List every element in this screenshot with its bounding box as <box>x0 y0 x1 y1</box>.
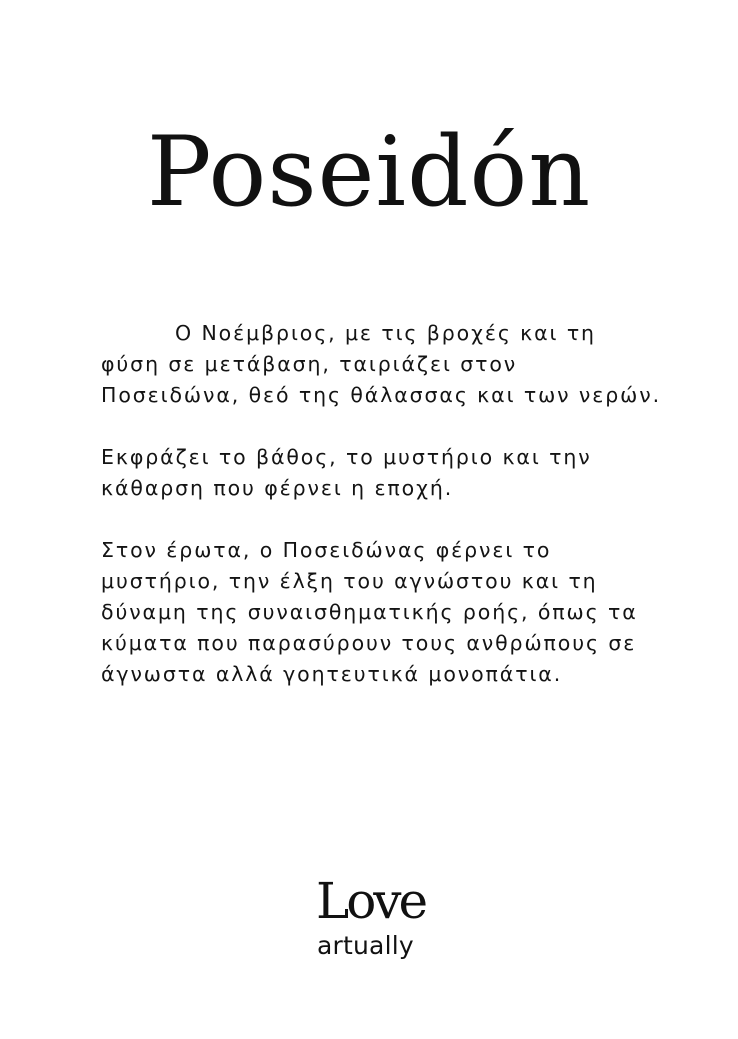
paragraph-love: Στον έρωτα, ο Ποσειδώνας φέρνει το μυστήριο, την έλξη του αγνώστου και τη δύναμη της συναισθηματικής ροής, όπως τα κύματα που παρασύρουν τους ανθρώπους σε άγνωστα αλλά γοητευτικά μονοπάτια. <box>101 538 638 686</box>
paragraph-meaning: Εκφράζει το βάθος, το μυστήριο και την κάθαρση που φέρνει η εποχή. <box>101 445 592 500</box>
brand-logo <box>300 870 440 970</box>
logo-subtitle: artually <box>317 931 414 960</box>
description-text <box>101 318 661 721</box>
paragraph-intro: Ο Νοέμβριος, με τις βροχές και τη φύση σε μετάβαση, ταιριάζει στον Ποσειδώνα, θεό της θάλασσας και των νερών. <box>101 321 661 407</box>
logo-wordmark: Love <box>316 872 426 930</box>
page-title: Poseidón <box>146 116 592 228</box>
